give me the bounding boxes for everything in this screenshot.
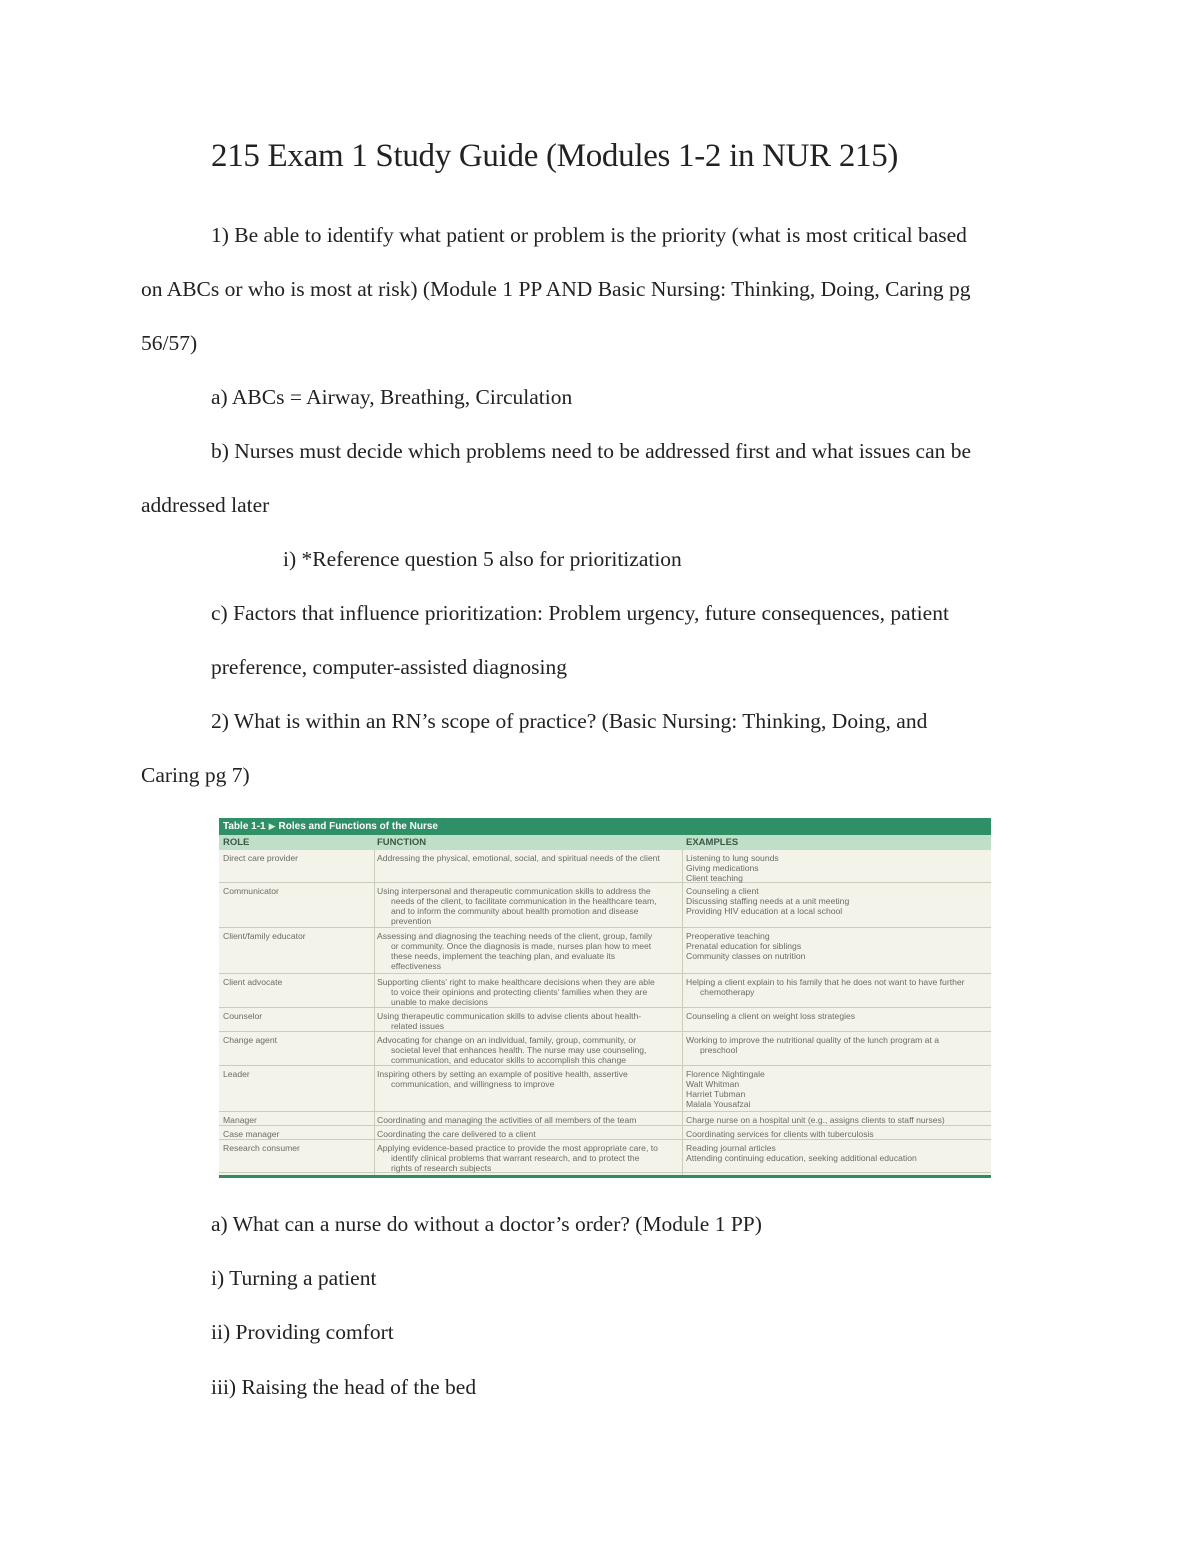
cell-function xyxy=(377,1069,679,1089)
example-text: Attending continuing education, seeking additional education xyxy=(686,1153,917,1163)
cell-role: Research consumer xyxy=(223,1143,300,1153)
function-text: rights of research subjects xyxy=(391,1163,492,1173)
cell-examples xyxy=(686,1143,986,1163)
document-title: 215 Exam 1 Study Guide (Modules 1-2 in NUR 215) xyxy=(211,138,899,174)
header-role: ROLE xyxy=(223,837,250,848)
cell-function xyxy=(377,886,679,926)
example-text: Giving medications xyxy=(686,863,759,873)
function-text: these needs, implement the teaching plan, and evaluate its xyxy=(391,951,616,961)
table-row xyxy=(219,1008,991,1032)
function-text: needs of the client, to facilitate communication in the healthcare team, xyxy=(391,896,657,906)
function-text: identify clinical problems that warrant research, and to protect the xyxy=(391,1153,640,1163)
example-text: Harriet Tubman xyxy=(686,1089,746,1099)
cell-examples xyxy=(686,853,986,883)
text-line: c) Factors that influence prioritization: Problem urgency, future consequences, patient xyxy=(211,601,949,625)
caption-arrow-icon: ▶ xyxy=(268,821,276,831)
roles-functions-table xyxy=(219,818,991,1178)
table-caption xyxy=(219,818,991,835)
cell-examples xyxy=(686,931,986,961)
cell-examples xyxy=(686,1129,986,1139)
example-text: preschool xyxy=(700,1045,738,1055)
table-row xyxy=(219,1112,991,1126)
table-body xyxy=(219,850,991,1173)
example-text: Charge nurse on a hospital unit (e.g., assigns clients to staff nurses) xyxy=(686,1115,945,1125)
text-line: preference, computer-assisted diagnosing xyxy=(211,655,567,679)
table-caption-text: Roles and Functions of the Nurse xyxy=(278,821,438,832)
function-text: Using therapeutic communication skills to advise clients about health- xyxy=(377,1011,642,1021)
example-text: Malala Yousafzai xyxy=(686,1099,751,1109)
example-text: Prenatal education for siblings xyxy=(686,941,802,951)
function-text: or community. Once the diagnosis is made, nurses plan how to meet xyxy=(391,941,652,951)
text-line: 1) Be able to identify what patient or problem is the priority (what is most critical based xyxy=(211,223,967,247)
cell-role: Client advocate xyxy=(223,977,283,987)
function-text: Inspiring others by setting an example of positive health, assertive xyxy=(377,1069,628,1079)
text-line: i) Turning a patient xyxy=(211,1266,377,1290)
example-text: Working to improve the nutritional quality of the lunch program at a xyxy=(686,1035,940,1045)
cell-examples xyxy=(686,1115,986,1125)
example-text: Providing HIV education at a local school xyxy=(686,906,843,916)
example-text: Client teaching xyxy=(686,873,743,883)
function-text: prevention xyxy=(391,916,432,926)
text-line: 2) What is within an RN’s scope of practice? (Basic Nursing: Thinking, Doing, and xyxy=(211,709,928,733)
example-text: chemotherapy xyxy=(700,987,755,997)
example-text: Discussing staffing needs at a unit meeting xyxy=(686,896,850,906)
cell-role: Case manager xyxy=(223,1129,280,1139)
function-text: Applying evidence-based practice to provide the most appropriate care, to xyxy=(377,1143,658,1153)
cell-function xyxy=(377,977,679,1007)
cell-examples xyxy=(686,886,986,916)
cell-function xyxy=(377,1115,679,1125)
function-text: to voice their opinions and protecting clients' families when they are xyxy=(391,987,648,997)
cell-role: Manager xyxy=(223,1115,257,1125)
example-text: Preoperative teaching xyxy=(686,931,770,941)
example-text: Florence Nightingale xyxy=(686,1069,765,1079)
cell-role: Change agent xyxy=(223,1035,277,1045)
text-line: i) *Reference question 5 also for prioritization xyxy=(283,547,682,571)
example-text: Helping a client explain to his family that he does not want to have further xyxy=(686,977,965,987)
cell-role: Direct care provider xyxy=(223,853,298,863)
example-text: Walt Whitman xyxy=(686,1079,740,1089)
cell-function xyxy=(377,853,679,863)
function-text: effectiveness xyxy=(391,961,442,971)
cell-role: Client/family educator xyxy=(223,931,306,941)
table-number: Table 1-1 xyxy=(223,821,266,832)
function-text: Addressing the physical, emotional, social, and spiritual needs of the client xyxy=(377,853,660,863)
function-text: Coordinating the care delivered to a client xyxy=(377,1129,536,1139)
function-text: communication, and willingness to improve xyxy=(391,1079,555,1089)
function-text: unable to make decisions xyxy=(391,997,488,1007)
cell-function xyxy=(377,931,679,971)
function-text: Coordinating and managing the activities of all members of the team xyxy=(377,1115,637,1125)
text-line: 56/57) xyxy=(141,331,198,355)
function-text: Supporting clients' right to make healthcare decisions when they are able xyxy=(377,977,655,987)
function-text: Assessing and diagnosing the teaching needs of the client, group, family xyxy=(377,931,653,941)
example-text: Coordinating services for clients with tuberculosis xyxy=(686,1129,874,1139)
text-line: addressed later xyxy=(141,493,270,517)
cell-role: Communicator xyxy=(223,886,279,896)
example-text: Counseling a client on weight loss strategies xyxy=(686,1011,856,1021)
table-row xyxy=(219,883,991,928)
text-line: a) ABCs = Airway, Breathing, Circulation xyxy=(211,385,573,409)
table-row xyxy=(219,928,991,974)
function-text: Using interpersonal and therapeutic communication skills to address the xyxy=(377,886,651,896)
example-text: Listening to lung sounds xyxy=(686,853,779,863)
table-row xyxy=(219,1032,991,1066)
function-text: and to inform the community about health promotion and disease xyxy=(391,906,639,916)
cell-role: Leader xyxy=(223,1069,250,1079)
text-line: ii) Providing comfort xyxy=(211,1320,394,1344)
cell-function xyxy=(377,1035,679,1065)
cell-function xyxy=(377,1143,679,1173)
cell-examples xyxy=(686,1035,986,1055)
table-row xyxy=(219,850,991,883)
example-text: Community classes on nutrition xyxy=(686,951,806,961)
header-function: FUNCTION xyxy=(377,837,427,848)
function-text: Advocating for change on an individual, family, group, community, or xyxy=(377,1035,637,1045)
function-text: related issues xyxy=(391,1021,445,1031)
function-text: societal level that enhances health. The nurse may use counseling, xyxy=(391,1045,647,1055)
text-line: b) Nurses must decide which problems need to be addressed first and what issues can be xyxy=(211,439,972,463)
cell-examples xyxy=(686,1011,986,1021)
cell-function xyxy=(377,1011,679,1031)
cell-examples xyxy=(686,1069,986,1109)
text-line: on ABCs or who is most at risk) (Module 1 PP AND Basic Nursing: Thinking, Doing, Caring pg xyxy=(141,277,971,301)
text-line: a) What can a nurse do without a doctor’s order? (Module 1 PP) xyxy=(211,1212,762,1236)
table-row xyxy=(219,1126,991,1140)
table-row xyxy=(219,1066,991,1112)
cell-function xyxy=(377,1129,679,1139)
table-row xyxy=(219,1140,991,1173)
table-row xyxy=(219,974,991,1008)
text-line: iii) Raising the head of the bed xyxy=(211,1375,477,1399)
cell-role: Counselor xyxy=(223,1011,263,1021)
function-text: communication, and educator skills to accomplish this change xyxy=(391,1055,627,1065)
example-text: Reading journal articles xyxy=(686,1143,776,1153)
text-line: Caring pg 7) xyxy=(141,763,250,787)
header-examples: EXAMPLES xyxy=(686,837,739,848)
example-text: Counseling a client xyxy=(686,886,759,896)
table-header-row xyxy=(219,835,991,850)
cell-examples xyxy=(686,977,986,997)
